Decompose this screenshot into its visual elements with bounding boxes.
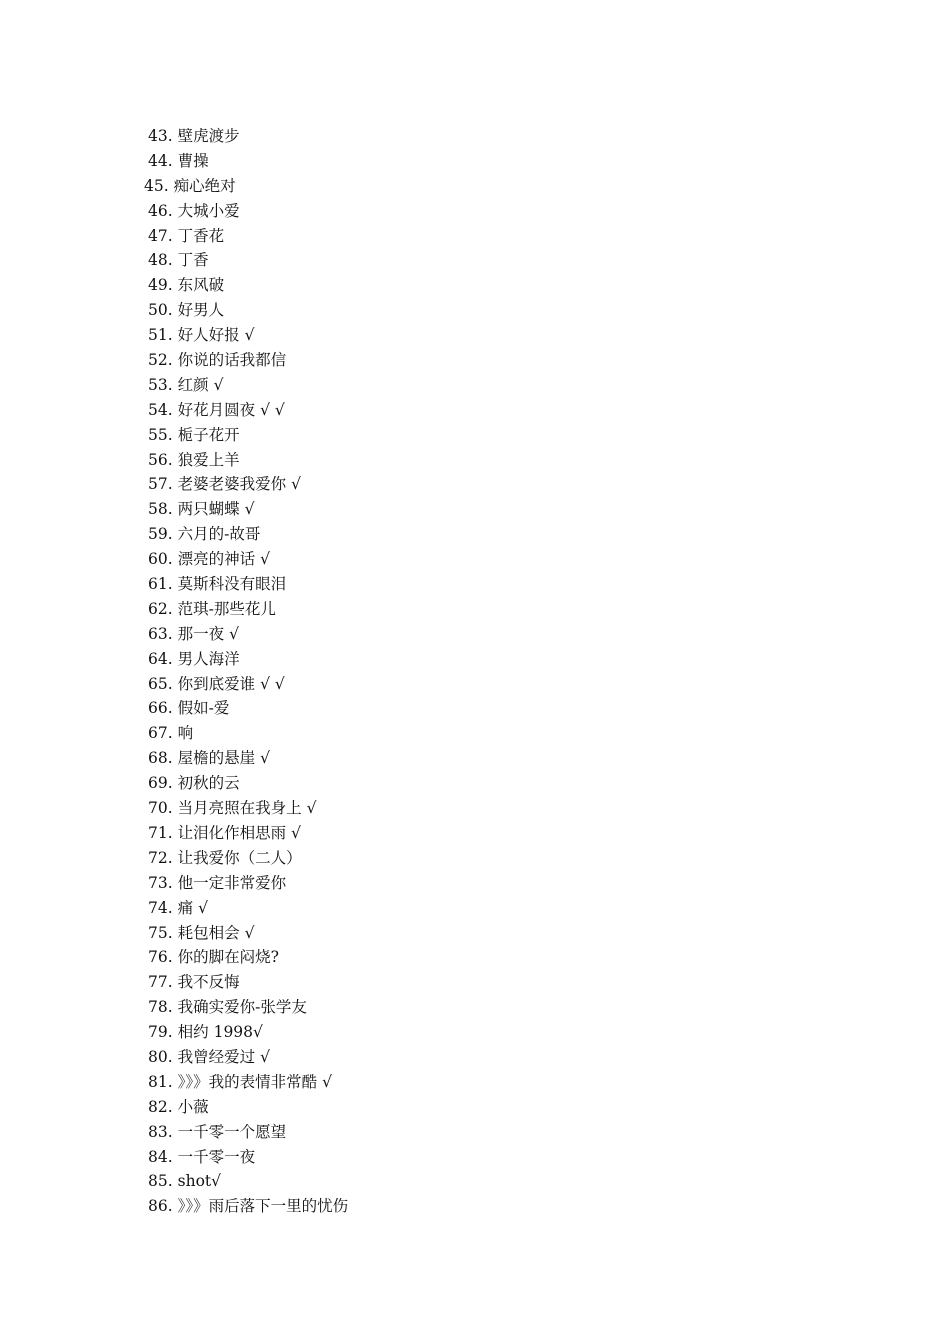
list-item	[148, 572, 348, 597]
item-number: 77.	[148, 973, 173, 992]
item-number: 78.	[148, 998, 173, 1017]
item-number: 83.	[148, 1122, 173, 1141]
list-item	[148, 696, 348, 721]
song-title: 》》》我的表情非常酷 √	[177, 1072, 332, 1091]
item-number: 61.	[148, 575, 173, 594]
item-number: 72.	[148, 848, 173, 867]
item-number: 63.	[148, 624, 173, 643]
list-item	[144, 174, 348, 199]
list-item	[148, 149, 348, 174]
list-item	[148, 970, 348, 995]
item-number: 45.	[144, 176, 169, 195]
item-number: 59.	[148, 525, 173, 544]
song-title: 东风破	[177, 276, 225, 295]
song-title: 丁香	[177, 251, 209, 270]
list-item	[148, 224, 348, 249]
list-item	[148, 398, 348, 423]
song-title: 初秋的云	[177, 774, 240, 793]
item-number: 70.	[148, 799, 173, 818]
item-number: 55.	[148, 425, 173, 444]
list-item	[148, 995, 348, 1020]
item-number: 67.	[148, 724, 173, 743]
list-item	[148, 1095, 348, 1120]
item-number: 60.	[148, 550, 173, 569]
item-number: 51.	[148, 326, 173, 345]
item-number: 50.	[148, 301, 173, 320]
song-title: 响	[177, 724, 194, 743]
list-item	[148, 448, 348, 473]
item-number: 56.	[148, 450, 173, 469]
item-number: 52.	[148, 351, 173, 370]
song-title: 丁香花	[177, 226, 225, 245]
item-number: 48.	[148, 251, 173, 270]
song-title: 你的脚在闷烧?	[177, 948, 279, 967]
song-title: 痴心绝对	[173, 176, 236, 195]
item-number: 85.	[148, 1172, 173, 1191]
song-list	[144, 124, 349, 1219]
list-item	[148, 199, 348, 224]
item-number: 46.	[148, 201, 173, 220]
list-item	[148, 647, 348, 672]
song-title: 你到底爱谁 √ √	[177, 674, 285, 693]
list-item	[148, 746, 348, 771]
song-title: 痛 √	[177, 898, 208, 917]
item-number: 62.	[148, 599, 173, 618]
item-number: 47.	[148, 226, 173, 245]
item-number: 64.	[148, 649, 173, 668]
item-number: 54.	[148, 400, 173, 419]
list-item	[148, 896, 348, 921]
list-item	[148, 921, 348, 946]
song-title: 我曾经爱过 √	[177, 1047, 270, 1066]
song-title: 你说的话我都信	[177, 351, 287, 370]
list-item	[148, 348, 348, 373]
song-title: 相约 1998√	[177, 1023, 263, 1042]
list-item	[148, 323, 348, 348]
song-title: 那一夜 √	[177, 624, 239, 643]
item-number: 86.	[148, 1197, 173, 1216]
list-item	[148, 1020, 348, 1045]
song-title: 范琪-那些花儿	[177, 599, 276, 618]
list-item	[148, 547, 348, 572]
list-item	[148, 672, 348, 697]
list-item	[148, 945, 348, 970]
item-number: 76.	[148, 948, 173, 967]
list-item	[148, 1145, 348, 1170]
song-title: 男人海洋	[177, 649, 240, 668]
song-title: 狼爱上羊	[177, 450, 240, 469]
song-title: 一千零一夜	[177, 1147, 256, 1166]
item-number: 74.	[148, 898, 173, 917]
song-title: 假如-爱	[177, 699, 230, 718]
song-title: 他一定非常爱你	[177, 873, 287, 892]
song-title: 》》》雨后落下一里的忧伤	[177, 1197, 349, 1216]
list-item	[148, 1045, 348, 1070]
list-item	[148, 622, 348, 647]
song-title: 小薇	[177, 1097, 209, 1116]
item-number: 44.	[148, 151, 173, 170]
song-title: 莫斯科没有眼泪	[177, 575, 287, 594]
song-title: 让泪化作相思雨 √	[177, 823, 301, 842]
item-number: 84.	[148, 1147, 173, 1166]
song-title: 让我爱你（二人）	[177, 848, 302, 867]
item-number: 75.	[148, 923, 173, 942]
item-number: 79.	[148, 1023, 173, 1042]
item-number: 66.	[148, 699, 173, 718]
item-number: 81.	[148, 1072, 173, 1091]
list-item	[148, 721, 348, 746]
song-title: 六月的-故哥	[177, 525, 261, 544]
item-number: 53.	[148, 375, 173, 394]
song-title: 漂亮的神话 √	[177, 550, 270, 569]
list-item	[148, 423, 348, 448]
list-item	[148, 846, 348, 871]
list-item	[148, 124, 348, 149]
song-title: 当月亮照在我身上 √	[177, 799, 317, 818]
list-item	[148, 497, 348, 522]
song-title: 我确实爱你-张学友	[177, 998, 307, 1017]
song-title: 红颜 √	[177, 375, 224, 394]
item-number: 49.	[148, 276, 173, 295]
list-item	[148, 871, 348, 896]
item-number: 80.	[148, 1047, 173, 1066]
song-title: 屋檐的悬崖 √	[177, 749, 270, 768]
song-title: 耗包相会 √	[177, 923, 255, 942]
list-item	[148, 796, 348, 821]
song-title: 两只蝴蝶 √	[177, 500, 255, 519]
list-item	[148, 273, 348, 298]
song-title: 好人好报 √	[177, 326, 255, 345]
song-title: 曹操	[177, 151, 209, 170]
item-number: 71.	[148, 823, 173, 842]
list-item	[148, 1070, 348, 1095]
list-item	[148, 1120, 348, 1145]
item-number: 68.	[148, 749, 173, 768]
list-item	[148, 1169, 348, 1194]
song-title: 好花月圆夜 √ √	[177, 400, 285, 419]
list-item	[148, 771, 348, 796]
list-item	[148, 472, 348, 497]
item-number: 65.	[148, 674, 173, 693]
list-item	[148, 298, 348, 323]
song-title: 一千零一个愿望	[177, 1122, 287, 1141]
list-item	[148, 1194, 348, 1219]
item-number: 57.	[148, 475, 173, 494]
song-title: 好男人	[177, 301, 225, 320]
item-number: 43.	[148, 127, 173, 145]
song-title: 大城小爱	[177, 201, 240, 220]
item-number: 82.	[148, 1097, 173, 1116]
song-title: 栀子花开	[177, 425, 240, 444]
item-number: 73.	[148, 873, 173, 892]
list-item	[148, 597, 348, 622]
song-title: 我不反悔	[177, 973, 240, 992]
list-item	[148, 373, 348, 398]
song-title: shot√	[177, 1172, 222, 1191]
song-title: 壁虎渡步	[177, 127, 240, 145]
item-number: 58.	[148, 500, 173, 519]
song-title: 老婆老婆我爱你 √	[177, 475, 301, 494]
list-item	[148, 248, 348, 273]
item-number: 69.	[148, 774, 173, 793]
list-item	[148, 522, 348, 547]
list-item	[148, 821, 348, 846]
